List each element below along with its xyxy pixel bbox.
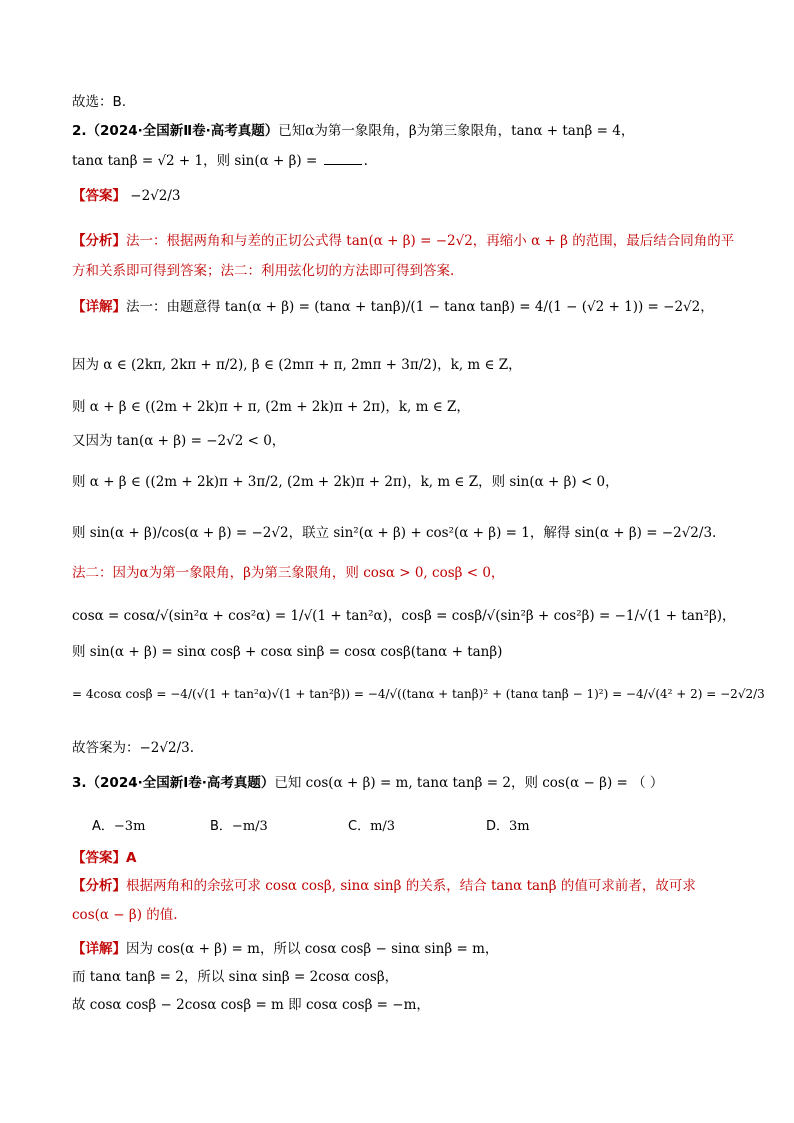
answer-tag: 【答案】 [72, 188, 126, 204]
q3-option-d[interactable]: D．3m [486, 819, 530, 834]
q3-stem: 3.（2024·全国新Ⅰ卷·高考真题）已知 cos(α + β) = m, tanα tanβ = 2，则 cos(α − β) = （ ） [72, 775, 664, 791]
q3-detail-line2: 而 tanα tanβ = 2，所以 sinα sinβ = 2cosα cosβ， [72, 969, 399, 985]
q2-method2-line1: 法二：因为α为第一象限角，β为第三象限角，则 cosα > 0, cosβ < 0， [72, 565, 505, 581]
q3-number: 3. [72, 775, 87, 791]
q2-stem-b: tanα tanβ = √2 + 1，则 sin(α + β) = [72, 153, 322, 169]
q2-detail-line5: 则 α + β ∈ ((2m + 2k)π + 3π/2, (2m + 2k)π + 2π)，k, m ∈ Z，则 sin(α + β) < 0， [72, 474, 619, 490]
q2-number: 2. [72, 123, 87, 139]
q2-stem-line2: tanα tanβ = √2 + 1，则 sin(α + β) = . [72, 153, 368, 169]
q2-method2-line4: = 4cosα cosβ = −4/(√(1 + tan²α)√(1 + tan²β)) = −4/√((tanα + tanβ)² + (tanα tanβ − 1)²) = −4/√(4² + 2) = −2√2/3 [72, 687, 765, 701]
q2-answer-line [72, 186, 181, 206]
q1-conclusion: 故选：B. [72, 94, 127, 110]
q3-option-c[interactable]: C．m/3 [348, 819, 396, 834]
detail-tag: 【详解】 [72, 941, 126, 957]
q3-option-b[interactable]: B．−m/3 [210, 819, 268, 834]
q2-method2-line3: 则 sin(α + β) = sinα cosβ + cosα sinβ = cosα cosβ(tanα + tanβ) [72, 644, 503, 660]
q3-analysis-line2: cos(α − β) 的值. [72, 907, 178, 923]
q3-analysis-line1: 【分析】根据两角和的余弦可求 cosα cosβ, sinα sinβ 的关系，结合 tanα tanβ 的值可求前者，故可求 [72, 878, 696, 894]
q2-method2-line2: cosα = cosα/√(sin²α + cos²α) = 1/√(1 + tan²α)，cosβ = cosβ/√(sin²β + cos²β) = −1/√(1 + tan²β)， [72, 608, 736, 624]
q2-answer: −2√2/3 [130, 188, 181, 204]
q2-source: （2024·全国新Ⅱ卷·高考真题） [86, 123, 279, 139]
answer-tag: 【答案】 [72, 850, 126, 866]
analysis-tag: 【分析】 [72, 878, 126, 894]
q2-detail-line4: 又因为 tan(α + β) = −2√2 < 0， [72, 433, 286, 449]
q2-final-answer: 故答案为：−2√2/3. [72, 740, 195, 756]
q3-detail-line3: 故 cosα cosβ − 2cosα cosβ = m 即 cosα cosβ = −m， [72, 997, 430, 1013]
q3-answer: A [126, 850, 137, 866]
q3-detail-line1: 【详解】因为 cos(α + β) = m，所以 cosα cosβ − sinα sinβ = m， [72, 941, 499, 957]
q3-option-a[interactable]: A．−3m [92, 819, 146, 834]
q2-stem-a: 已知α为第一象限角，β为第三象限角，tanα + tanβ = 4， [278, 123, 635, 139]
analysis-tag: 【分析】 [72, 233, 126, 249]
q2-detail-line2: 因为 α ∈ (2kπ, 2kπ + π/2), β ∈ (2mπ + π, 2mπ + 3π/2)，k, m ∈ Z， [72, 357, 522, 373]
q2-analysis-line2: 方和关系即可得到答案；法二：利用弦化切的方法即可得到答案. [72, 263, 455, 279]
q2-detail-line3: 则 α + β ∈ ((2m + 2k)π + π, (2m + 2k)π + 2π)，k, m ∈ Z， [72, 399, 470, 415]
q3-answer-line [72, 848, 136, 868]
answer-blank [324, 164, 362, 165]
detail-tag: 【详解】 [72, 299, 126, 315]
q3-source: （2024·全国新Ⅰ卷·高考真题） [86, 775, 275, 791]
q2-stem-line1 [72, 121, 634, 141]
q2-detail-line6: 则 sin(α + β)/cos(α + β) = −2√2，联立 sin²(α + β) + cos²(α + β) = 1，解得 sin(α + β) = −2√2/3. [72, 525, 717, 541]
q2-analysis-line1: 【分析】法一：根据两角和与差的正切公式得 tan(α + β) = −2√2，再缩小 α + β 的范围，最后结合同角的平 [72, 233, 735, 249]
q2-detail-line1: 【详解】法一：由题意得 tan(α + β) = (tanα + tanβ)/(1 − tanα tanβ) = 4/(1 − (√2 + 1)) = −2√2， [72, 299, 714, 315]
